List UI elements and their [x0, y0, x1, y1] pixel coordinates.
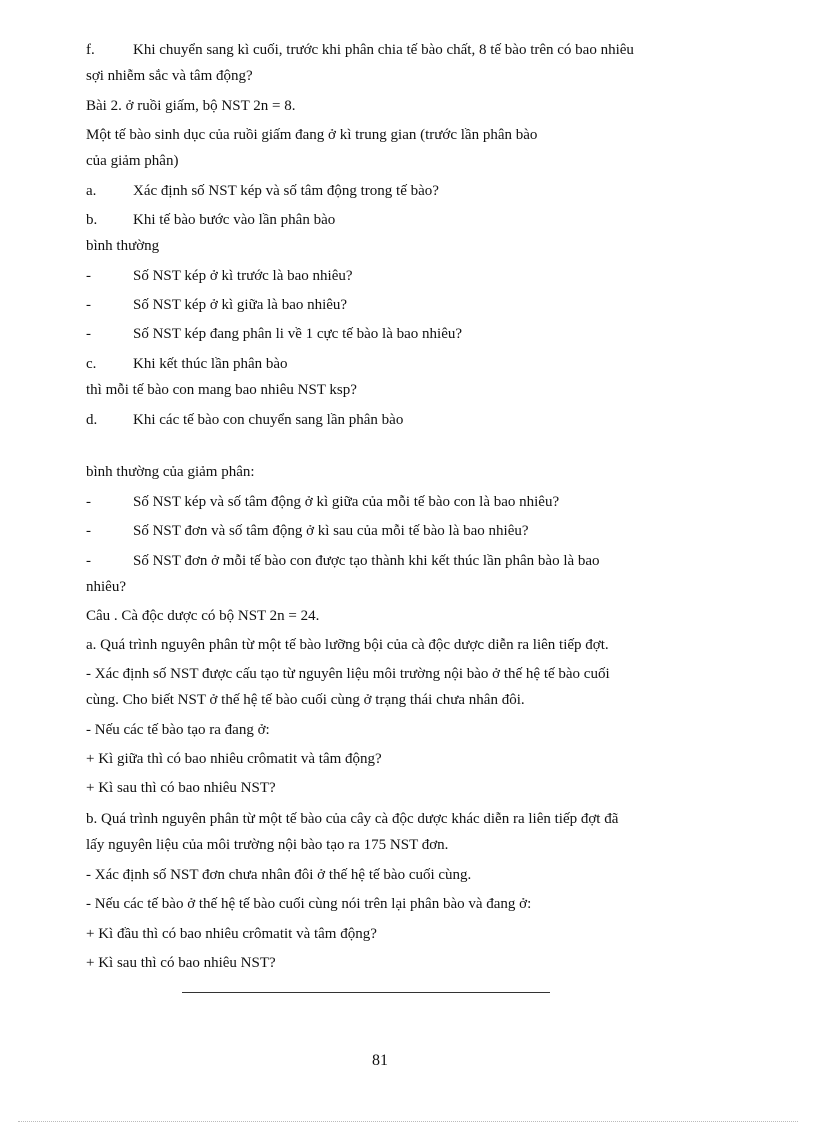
bai1-item-f [86, 40, 634, 60]
cau-b-prophase-question: + Kì đầu thì có bao nhiêu crômatit và tâm động? [86, 926, 377, 942]
subitem-text: Số NST kép ở kì trước là bao nhiêu? [133, 268, 353, 284]
bai2-b-subitem [86, 324, 462, 344]
bai2-d-subitem [86, 492, 559, 512]
subitem-text: Số NST đơn và số tâm động ở kì sau của mỗi tế bào là bao nhiêu? [133, 523, 529, 539]
bai2-item-c [86, 354, 288, 374]
bai2-item-a [86, 181, 439, 201]
dash-marker: - [86, 326, 91, 342]
dash-marker: - [86, 553, 91, 569]
item-text: Khi các tế bào con chuyển sang lần phân bào [133, 412, 404, 428]
bai2-item-b [86, 210, 335, 230]
bai1-item-f-continuation: sợi nhiễm sắc và tâm động? [86, 68, 253, 84]
cau-a-anaphase-question: + Kì sau thì có bao nhiêu NST? [86, 780, 276, 796]
page-number: 81 [372, 1052, 388, 1069]
item-marker: a. [86, 183, 97, 199]
item-marker: c. [86, 356, 97, 372]
dash-marker: - [86, 268, 91, 284]
bai2-d-subitem-continuation: nhiêu? [86, 579, 126, 595]
dash-marker: - [86, 494, 91, 510]
bai2-d-subitem [86, 551, 600, 571]
bai2-title: Bài 2. ở ruồi giấm, bộ NST 2n = 8. [86, 98, 296, 114]
bai2-item-d [86, 410, 403, 430]
item-marker: b. [86, 212, 98, 228]
cau-a-condition: - Nếu các tế bào tạo ra đang ở: [86, 722, 270, 738]
dash-marker: - [86, 297, 91, 313]
subitem-text: Số NST đơn ở mỗi tế bào con được tạo thành khi kết thúc lần phân bào là bao [133, 553, 600, 569]
cau-b-anaphase-question: + Kì sau thì có bao nhiêu NST? [86, 955, 276, 971]
bai2-item-c-continuation: thì mỗi tế bào con mang bao nhiêu NST ksp? [86, 382, 357, 398]
subitem-text: Số NST kép và số tâm động ở kì giữa của mỗi tế bào con là bao nhiêu? [133, 494, 560, 510]
item-text: Khi kết thúc lần phân bào [133, 356, 288, 372]
bai2-b-subitem [86, 266, 353, 286]
bai2-item-b-continuation: bình thường [86, 238, 160, 254]
bai2-d-subitem [86, 521, 529, 541]
cau-part-b-line1: b. Quá trình nguyên phân từ một tế bào của cây cà độc dược khác diễn ra liên tiếp đợt đã [86, 811, 619, 827]
cau-b-question: - Xác định số NST đơn chưa nhân đôi ở thế hệ tế bào cuối cùng. [86, 867, 472, 883]
bai2-intro-line1: Một tế bào sinh dục của ruồi giấm đang ở kì trung gian (trước lần phân bào [86, 127, 538, 143]
item-text: Khi chuyển sang kì cuối, trước khi phân chia tế bào chất, 8 tế bào trên có bao nhiêu [133, 42, 634, 58]
item-marker: f. [86, 42, 95, 58]
page-bottom-border [18, 1121, 798, 1122]
bai2-intro-line2: của giảm phân) [86, 153, 179, 169]
subitem-text: Số NST kép ở kì giữa là bao nhiêu? [133, 297, 348, 313]
dash-marker: - [86, 523, 91, 539]
cau-title: Câu . Cà độc dược có bộ NST 2n = 24. [86, 608, 320, 624]
cau-part-b-line2: lấy nguyên liệu của môi trường nội bào tạo ra 175 NST đơn. [86, 837, 449, 853]
cau-part-a: a. Quá trình nguyên phân từ một tế bào lưỡng bội của cà độc dược diễn ra liên tiếp đợt. [86, 637, 609, 653]
bai2-item-d-continuation: bình thường của giảm phân: [86, 464, 255, 480]
cau-a-metaphase-question: + Kì giữa thì có bao nhiêu crômatit và tâm động? [86, 751, 382, 767]
cau-a-question-line1: - Xác định số NST được cấu tạo từ nguyên liệu môi trường nội bào ở thế hệ tế bào cuối [86, 666, 610, 682]
cau-a-question-line2: cùng. Cho biết NST ở thế hệ tế bào cuối cùng ở trạng thái chưa nhân đôi. [86, 692, 525, 708]
item-text: Xác định số NST kép và số tâm động trong tế bào? [133, 183, 439, 199]
bai2-b-subitem [86, 295, 347, 315]
cau-b-condition: - Nếu các tế bào ở thế hệ tế bào cuối cùng nói trên lại phân bào và đang ở: [86, 896, 532, 912]
item-text: Khi tế bào bước vào lần phân bào [133, 212, 336, 228]
item-marker: d. [86, 412, 98, 428]
subitem-text: Số NST kép đang phân li về 1 cực tế bào là bao nhiêu? [133, 326, 463, 342]
section-separator [182, 992, 550, 993]
